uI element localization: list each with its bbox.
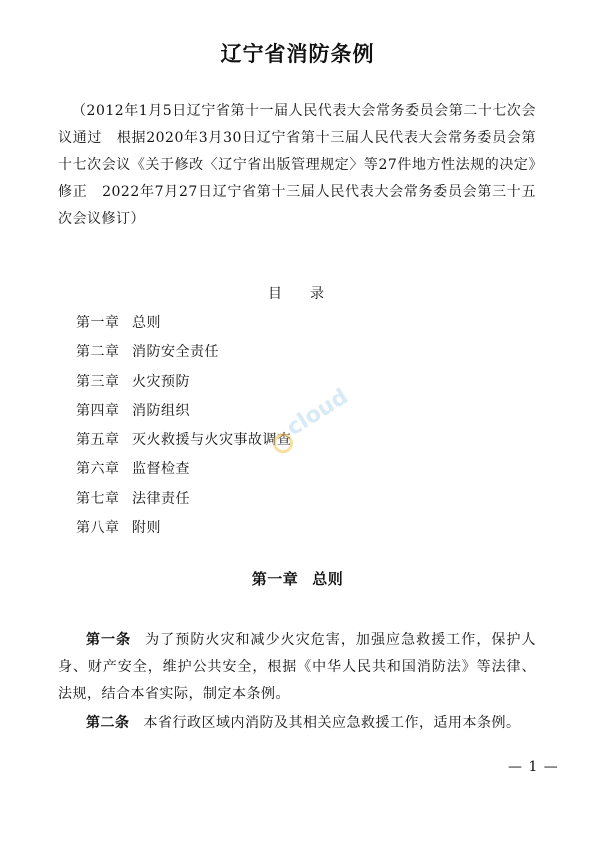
toc-item-title: 消防安全责任 — [132, 344, 219, 361]
chapter-heading — [0, 568, 595, 589]
toc-heading-right: 录 — [310, 286, 326, 302]
toc-heading-left: 目 — [268, 286, 284, 302]
toc-item-title: 消防组织 — [132, 402, 190, 419]
toc-item — [76, 309, 292, 338]
article-text: 本省行政区域内消防及其相关应急救援工作，适用本条例。 — [143, 715, 521, 731]
table-of-contents — [76, 309, 292, 543]
toc-item — [76, 397, 292, 426]
toc-item-number: 第八章 — [76, 520, 120, 537]
document-title: 辽宁省消防条例 — [220, 42, 375, 66]
toc-item — [76, 368, 292, 397]
chapter-number: 第一章 — [251, 570, 299, 588]
toc-item-title: 法律责任 — [132, 490, 190, 507]
chapter-title: 总则 — [312, 570, 344, 588]
toc-item — [76, 514, 292, 543]
toc-item-number: 第六章 — [76, 461, 120, 478]
toc-item-number: 第七章 — [76, 490, 120, 507]
toc-item-title: 监督检查 — [132, 461, 190, 478]
toc-item-title: 附则 — [132, 520, 161, 537]
toc-item — [76, 426, 292, 455]
toc-item-number: 第一章 — [76, 315, 120, 331]
toc-item — [76, 485, 292, 514]
toc-item-number: 第五章 — [76, 432, 120, 449]
toc-item-title: 总则 — [132, 315, 161, 331]
article-2 — [58, 710, 536, 737]
legislative-history: （2012年1月5日辽宁省第十一届人民代表大会常务委员会第二十七次会议通过 根据2020年3月30日辽宁省第十三届人民代表大会常务委员会第十七次会议《关于修改〈辽宁省出版管理规定〉等27件地方性法规的决定》修正 2022年7月27日辽宁省第十三届人民代表大会常务委员会第三十五次会议修订） — [58, 103, 536, 227]
article-label: 第二条 — [86, 715, 130, 731]
toc-item — [76, 455, 292, 484]
page-number: — 1 — — [508, 759, 559, 775]
article-text: 为了预防火灾和减少火灾危害，加强应急救援工作，保护人身、财产安全，维护公共安全，根据《中华人民共和国消防法》等法律、法规，结合本省实际，制定本条例。 — [58, 632, 537, 702]
toc-item-title: 灭火救援与火灾事故调查 — [132, 432, 292, 449]
toc-item-number: 第三章 — [76, 373, 120, 390]
toc-item-title: 火灾预防 — [132, 373, 190, 390]
toc-heading — [268, 283, 326, 303]
toc-item-number: 第四章 — [76, 402, 120, 419]
toc-item-number: 第二章 — [76, 344, 120, 361]
article-1 — [58, 627, 536, 708]
article-label: 第一条 — [86, 632, 132, 648]
toc-item — [76, 338, 292, 367]
watermark-text: cloud — [282, 384, 353, 442]
